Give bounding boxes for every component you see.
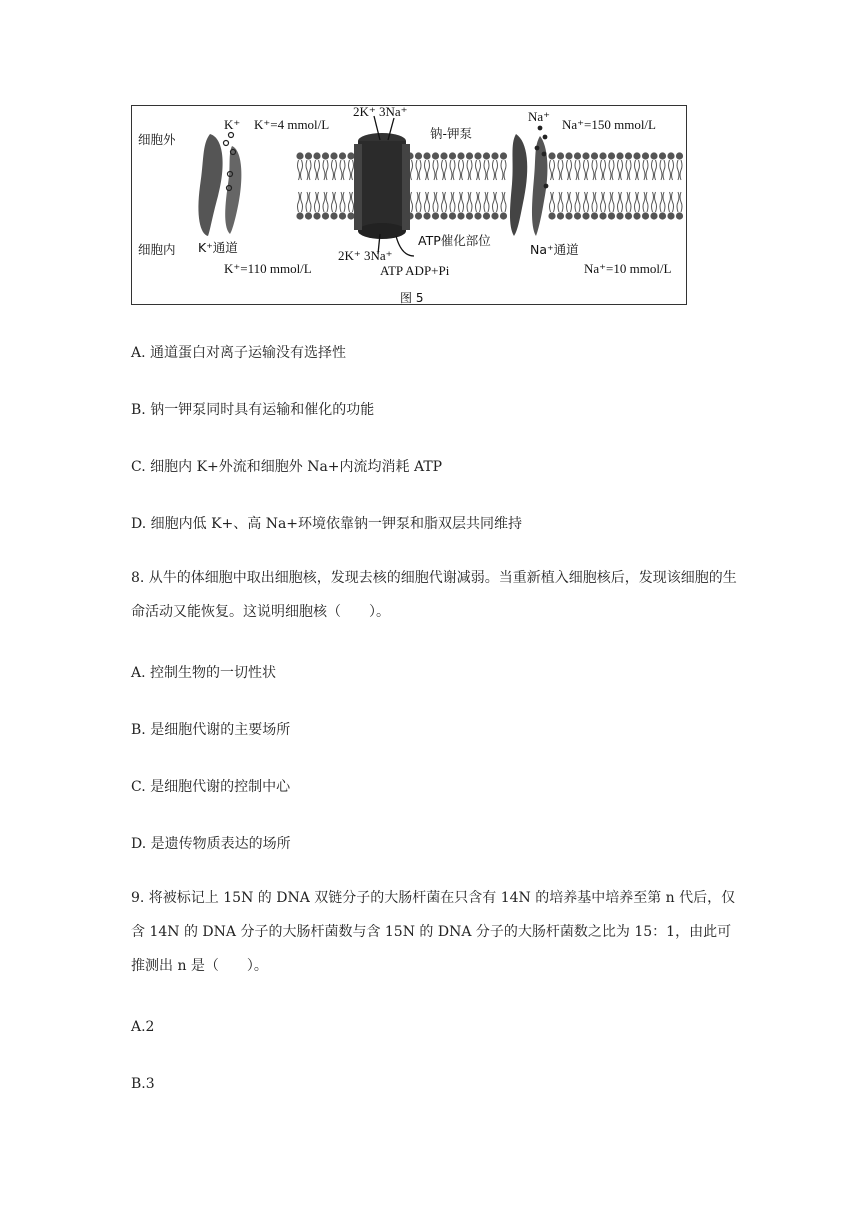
lipid-tail <box>323 160 325 180</box>
lipid-head <box>565 152 572 159</box>
lipid-tail <box>638 160 640 180</box>
lipid-head <box>676 212 683 219</box>
lipid-tail <box>609 160 611 180</box>
lipid-head <box>574 152 581 159</box>
lipid-head <box>339 152 346 159</box>
lipid-head <box>305 152 312 159</box>
lipid-tail <box>604 160 606 180</box>
lipid-tail <box>612 160 614 180</box>
lipid-head <box>548 212 555 219</box>
lipid-tail <box>669 160 671 180</box>
lipid-tail <box>479 160 481 180</box>
q7-option-a: A. 通道蛋白对离子运输没有选择性 <box>131 345 347 361</box>
lipid-tail <box>436 192 438 212</box>
outside-cell-label: 细胞外 <box>138 132 176 147</box>
lipid-tail <box>479 192 481 212</box>
lipid-head <box>330 212 337 219</box>
lipid-tail <box>680 192 682 212</box>
lipid-tail <box>626 160 628 180</box>
lipid-tail <box>476 192 478 212</box>
pump-name-label: 钠-钾泵 <box>430 126 473 141</box>
lipid-tail <box>496 192 498 212</box>
lipid-tail <box>470 192 472 212</box>
lipid-head <box>557 212 564 219</box>
pump-top-ions: 2K⁺ 3Na⁺ <box>353 104 408 119</box>
lipid-tail <box>425 160 427 180</box>
lipid-tail <box>595 192 597 212</box>
lipid-head <box>642 212 649 219</box>
lipid-tail <box>504 192 506 212</box>
lipid-head <box>599 212 606 219</box>
lipid-tail <box>663 160 665 180</box>
lipid-head <box>322 152 329 159</box>
lipid-tail <box>601 160 603 180</box>
lipid-tail <box>635 192 637 212</box>
lipid-head <box>676 152 683 159</box>
q9-option-a: A.2 <box>131 1019 155 1035</box>
lipid-head <box>339 212 346 219</box>
sodium-potassium-pump <box>358 141 406 231</box>
q9-option-b: B.3 <box>131 1076 155 1092</box>
lipid-head <box>457 212 464 219</box>
lipid-tail <box>298 160 300 180</box>
lipid-tail <box>340 160 342 180</box>
atp-arrow <box>396 236 414 256</box>
lipid-tail <box>575 160 577 180</box>
lipid-head <box>659 152 666 159</box>
lipid-tail <box>638 192 640 212</box>
lipid-tail <box>442 160 444 180</box>
q8-option-b: B. 是细胞代谢的主要场所 <box>131 722 291 738</box>
q8-option-a: A. 控制生物的一切性状 <box>131 665 277 681</box>
lipid-head <box>474 152 481 159</box>
na-channel-label: Na⁺通道 <box>530 242 579 257</box>
lipid-head <box>608 212 615 219</box>
atp-reaction-label: ATP ADP+Pi <box>380 263 450 278</box>
lipid-tail <box>626 192 628 212</box>
lipid-head <box>500 212 507 219</box>
lipid-tail <box>578 192 580 212</box>
figure-caption: 图 5 <box>400 291 424 305</box>
lipid-head <box>557 152 564 159</box>
lipid-tail <box>621 192 623 212</box>
lipid-tail <box>459 192 461 212</box>
lipid-tail <box>496 160 498 180</box>
lipid-tail <box>428 160 430 180</box>
lipid-tail <box>419 192 421 212</box>
lipid-tail <box>501 192 503 212</box>
na-ion-label: Na⁺ <box>528 109 551 124</box>
q8-option-d: D. 是遗传物质表达的场所 <box>131 836 291 852</box>
inside-cell-label: 细胞内 <box>138 242 176 257</box>
lipid-tail <box>445 160 447 180</box>
lipid-tail <box>487 160 489 180</box>
lipid-head <box>466 212 473 219</box>
lipid-tail <box>340 192 342 212</box>
lipid-tail <box>669 192 671 212</box>
lipid-tail <box>411 160 413 180</box>
lipid-tail <box>306 192 308 212</box>
lipid-tail <box>558 192 560 212</box>
lipid-tail <box>301 192 303 212</box>
lipid-head <box>330 152 337 159</box>
lipid-tail <box>433 192 435 212</box>
lipid-head <box>322 212 329 219</box>
lipid-head <box>423 152 430 159</box>
lipid-tail <box>621 160 623 180</box>
atp-catalytic-site-label: ATP催化部位 <box>418 233 491 248</box>
lipid-tail <box>309 160 311 180</box>
lipid-head <box>491 212 498 219</box>
lipid-tail <box>504 160 506 180</box>
lipid-tail <box>323 192 325 212</box>
lipid-tail <box>425 192 427 212</box>
lipid-tail <box>349 192 351 212</box>
lipid-tail <box>553 160 555 180</box>
lipid-tail <box>493 192 495 212</box>
lipid-tail <box>618 192 620 212</box>
lipid-tail <box>629 160 631 180</box>
lipid-head <box>491 152 498 159</box>
lipid-tail <box>332 160 334 180</box>
lipid-tail <box>335 160 337 180</box>
lipid-tail <box>484 160 486 180</box>
k-channel-label: K⁺通道 <box>198 240 238 255</box>
k-inside-concentration: K⁺=110 mmol/L <box>224 261 312 276</box>
lipid-tail <box>306 160 308 180</box>
k-ion-label: K⁺ <box>224 117 241 132</box>
lipid-tail <box>315 192 317 212</box>
lipid-tail <box>595 160 597 180</box>
lipid-tail <box>459 160 461 180</box>
lipid-tail <box>550 160 552 180</box>
lipid-tail <box>652 160 654 180</box>
lipid-tail <box>445 192 447 212</box>
lipid-head <box>650 152 657 159</box>
lipid-tail <box>352 160 354 180</box>
lipid-head <box>608 152 615 159</box>
lipid-tail <box>618 160 620 180</box>
q7-option-d: D. 细胞内低 K+、高 Na+环境依靠钠一钾泵和脂双层共同维持 <box>131 516 523 532</box>
lipid-head <box>313 212 320 219</box>
lipid-tail <box>643 192 645 212</box>
lipid-tail <box>655 192 657 212</box>
lipid-head <box>548 152 555 159</box>
lipid-head <box>616 212 623 219</box>
q8-option-c: C. 是细胞代谢的控制中心 <box>131 779 291 795</box>
lipid-tail <box>567 192 569 212</box>
lipid-tail <box>643 160 645 180</box>
lipid-tail <box>332 192 334 212</box>
pump-bottom-ions: 2K⁺ 3Na⁺ <box>338 248 393 263</box>
lipid-tail <box>561 160 563 180</box>
lipid-head <box>474 212 481 219</box>
lipid-tail <box>567 160 569 180</box>
lipid-head <box>565 212 572 219</box>
lipid-tail <box>629 192 631 212</box>
lipid-tail <box>411 192 413 212</box>
lipid-tail <box>309 192 311 212</box>
lipid-tail <box>419 160 421 180</box>
lipid-tail <box>677 160 679 180</box>
lipid-head <box>667 152 674 159</box>
lipid-tail <box>561 192 563 212</box>
lipid-head <box>423 212 430 219</box>
na-inside-concentration: Na⁺=10 mmol/L <box>584 261 672 276</box>
lipid-tail <box>436 160 438 180</box>
lipid-tail <box>660 160 662 180</box>
lipid-tail <box>660 192 662 212</box>
pump-left-edge <box>354 144 362 230</box>
lipid-tail <box>575 192 577 212</box>
lipid-tail <box>467 160 469 180</box>
lipid-head <box>574 212 581 219</box>
lipid-tail <box>462 192 464 212</box>
lipid-tail <box>484 192 486 212</box>
lipid-head <box>296 152 303 159</box>
lipid-head <box>313 152 320 159</box>
na-channel-left-protein <box>510 134 527 236</box>
lipid-tail <box>553 192 555 212</box>
lipid-tail <box>470 160 472 180</box>
lipid-tail <box>450 192 452 212</box>
lipid-tail <box>467 192 469 212</box>
lipid-head <box>449 212 456 219</box>
lipid-tail <box>672 192 674 212</box>
lipid-tail <box>663 192 665 212</box>
q7-option-c: C. 细胞内 K+外流和细胞外 Na+内流均消耗 ATP <box>131 459 443 475</box>
k-outside-concentration: K⁺=4 mmol/L <box>254 117 330 132</box>
lipid-tail <box>343 192 345 212</box>
lipid-head <box>625 152 632 159</box>
lipid-head <box>667 212 674 219</box>
lipid-tail <box>592 160 594 180</box>
lipid-head <box>616 152 623 159</box>
lipid-head <box>347 212 354 219</box>
lipid-head <box>296 212 303 219</box>
lipid-tail <box>335 192 337 212</box>
membrane-transport-figure <box>131 105 687 305</box>
lipid-head <box>582 212 589 219</box>
lipid-tail <box>570 160 572 180</box>
lipid-head <box>659 212 666 219</box>
lipid-tail <box>318 160 320 180</box>
lipid-head <box>440 212 447 219</box>
lipid-tail <box>349 160 351 180</box>
lipid-tail <box>570 192 572 212</box>
lipid-tail <box>442 192 444 212</box>
lipid-tail <box>326 192 328 212</box>
k-channel-left-protein <box>198 134 222 236</box>
lipid-tail <box>672 160 674 180</box>
q7-option-b: B. 钠一钾泵同时具有运输和催化的功能 <box>131 402 375 418</box>
lipid-tail <box>652 192 654 212</box>
lipid-head <box>432 152 439 159</box>
lipid-head <box>347 152 354 159</box>
lipid-tail <box>453 160 455 180</box>
lipid-head <box>633 152 640 159</box>
lipid-head <box>582 152 589 159</box>
lipid-head <box>305 212 312 219</box>
lipid-tail <box>578 160 580 180</box>
lipid-head <box>415 212 422 219</box>
lipid-head <box>642 152 649 159</box>
q9-stem: 9. 将被标记上 15N 的 DNA 双链分子的大肠杆菌在只含有 14N 的培养基中培养至第 n 代后，仅含 14N 的 DNA 分子的大肠杆菌数与含 15N 的 DNA 分子的大肠杆菌数之比为 15：1，由此可推测出 n 是（ ）。 <box>131 890 736 974</box>
lipid-tail <box>601 192 603 212</box>
lipid-tail <box>592 192 594 212</box>
lipid-tail <box>298 192 300 212</box>
lipid-tail <box>343 160 345 180</box>
lipid-head <box>500 152 507 159</box>
na-outside-concentration: Na⁺=150 mmol/L <box>562 117 656 132</box>
lipid-tail <box>433 160 435 180</box>
lipid-tail <box>635 160 637 180</box>
lipid-tail <box>655 160 657 180</box>
lipid-head <box>432 212 439 219</box>
lipid-head <box>466 152 473 159</box>
lipid-head <box>650 212 657 219</box>
q8-stem: 8. 从牛的体细胞中取出细胞核，发现去核的细胞代谢减弱。当重新植入细胞核后，发现该细胞的生命活动又能恢复。这说明细胞核（ ）。 <box>131 570 737 620</box>
lipid-tail <box>301 160 303 180</box>
pump-bottom <box>358 223 406 239</box>
lipid-tail <box>646 160 648 180</box>
lipid-head <box>415 152 422 159</box>
lipid-tail <box>584 160 586 180</box>
lipid-tail <box>604 192 606 212</box>
lipid-tail <box>315 160 317 180</box>
lipid-head <box>599 152 606 159</box>
lipid-tail <box>428 192 430 212</box>
lipid-head <box>483 152 490 159</box>
lipid-tail <box>416 160 418 180</box>
lipid-head <box>633 212 640 219</box>
lipid-tail <box>501 160 503 180</box>
lipid-head <box>625 212 632 219</box>
lipid-tail <box>587 192 589 212</box>
lipid-tail <box>352 192 354 212</box>
lipid-tail <box>609 192 611 212</box>
lipid-tail <box>646 192 648 212</box>
lipid-head <box>457 152 464 159</box>
lipid-head <box>483 212 490 219</box>
pump-right-edge <box>402 144 410 230</box>
lipid-tail <box>487 192 489 212</box>
lipid-tail <box>584 192 586 212</box>
lipid-tail <box>677 192 679 212</box>
lipid-tail <box>462 160 464 180</box>
lipid-head <box>591 212 598 219</box>
lipid-tail <box>476 160 478 180</box>
lipid-head <box>591 152 598 159</box>
lipid-tail <box>587 160 589 180</box>
lipid-tail <box>680 160 682 180</box>
lipid-tail <box>453 192 455 212</box>
lipid-tail <box>450 160 452 180</box>
lipid-tail <box>326 160 328 180</box>
lipid-tail <box>416 192 418 212</box>
lipid-tail <box>558 160 560 180</box>
lipid-head <box>440 152 447 159</box>
lipid-tail <box>493 160 495 180</box>
lipid-tail <box>318 192 320 212</box>
lipid-head <box>449 152 456 159</box>
lipid-tail <box>550 192 552 212</box>
lipid-tail <box>612 192 614 212</box>
